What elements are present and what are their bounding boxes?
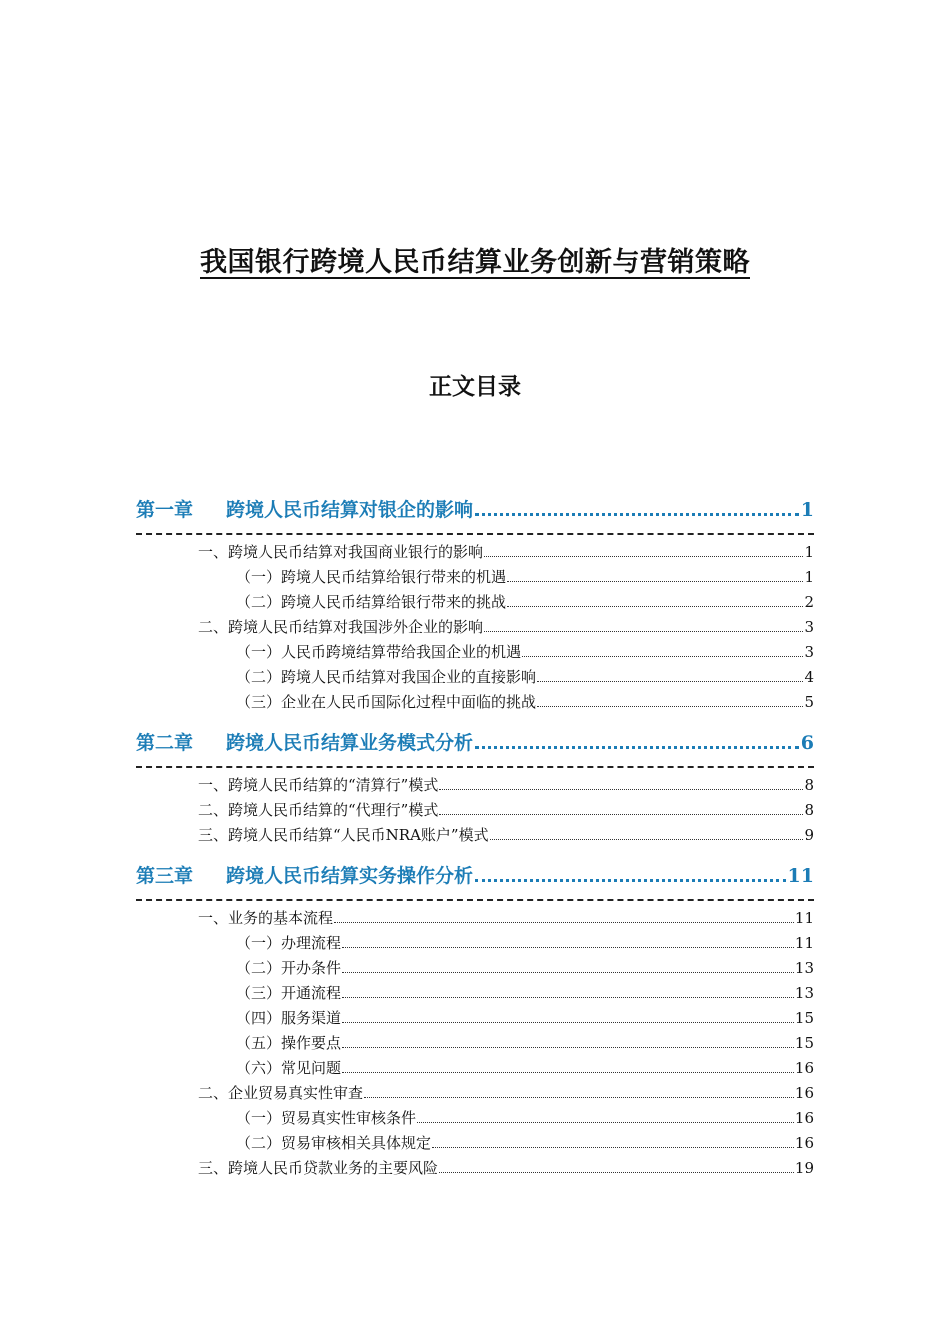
dot-leader (432, 1147, 794, 1148)
chapter-number: 第二章 (136, 732, 194, 754)
toc-entry[interactable] (136, 774, 814, 799)
entry-page: 5 (804, 693, 814, 711)
toc-entry[interactable] (136, 799, 814, 824)
entry-page: 19 (794, 1159, 814, 1177)
dot-leader (522, 656, 803, 657)
entry-page: 13 (794, 959, 814, 977)
entry-page: 15 (794, 1009, 814, 1027)
toc-entry[interactable] (136, 824, 814, 849)
entry-label: （四）服务渠道 (236, 1009, 342, 1027)
dot-leader (342, 1022, 794, 1023)
dot-leader (364, 1097, 794, 1098)
toc-entry[interactable] (136, 1107, 814, 1132)
entry-label: （三）开通流程 (236, 984, 342, 1002)
toc-chapter-3[interactable] (136, 861, 814, 895)
chapter-title: 跨境人民币结算业务模式分析 (226, 732, 474, 754)
chapter-page: 1 (800, 499, 814, 521)
entry-label: （二）跨境人民币结算对我国企业的直接影响 (236, 668, 537, 686)
chapter-separator (136, 766, 814, 768)
dot-leader (475, 879, 786, 882)
entry-page: 13 (794, 984, 814, 1002)
dot-leader (439, 789, 803, 790)
dot-leader (490, 839, 804, 840)
entry-label: 一、跨境人民币结算的“清算行”模式 (198, 776, 439, 794)
toc-entry[interactable] (136, 591, 814, 616)
toc-heading: 正文目录 (429, 373, 521, 400)
entry-label: （三）企业在人民币国际化过程中面临的挑战 (236, 693, 537, 711)
entry-page: 11 (794, 934, 814, 952)
document-title: 我国银行跨境人民币结算业务创新与营销策略 (200, 247, 750, 278)
toc-entry[interactable] (136, 907, 814, 932)
dot-leader (417, 1122, 794, 1123)
entry-page: 8 (804, 801, 814, 819)
entry-label: 一、跨境人民币结算对我国商业银行的影响 (198, 543, 484, 561)
dot-leader (334, 922, 794, 923)
entry-page: 2 (804, 593, 814, 611)
toc-entry[interactable] (136, 1032, 814, 1057)
dot-leader (507, 606, 803, 607)
dot-leader (342, 972, 794, 973)
entry-label: （六）常见问题 (236, 1059, 342, 1077)
chapter-number: 第一章 (136, 499, 194, 521)
chapter-page: 11 (787, 865, 814, 887)
dot-leader (439, 1172, 794, 1173)
chapter-separator (136, 533, 814, 535)
toc-entry[interactable] (136, 666, 814, 691)
dot-leader (507, 581, 803, 582)
chapter-title: 跨境人民币结算对银企的影响 (226, 499, 474, 521)
toc-entry[interactable] (136, 1082, 814, 1107)
dot-leader (537, 681, 803, 682)
entry-label: （一）人民币跨境结算带给我国企业的机遇 (236, 643, 522, 661)
toc-entry[interactable] (136, 1132, 814, 1157)
table-of-contents (136, 495, 814, 1182)
toc-entry[interactable] (136, 957, 814, 982)
dot-leader (342, 1047, 794, 1048)
toc-entry[interactable] (136, 1057, 814, 1082)
dot-leader (484, 556, 803, 557)
dot-leader (537, 706, 803, 707)
entry-page: 3 (804, 618, 814, 636)
dot-leader (484, 631, 803, 632)
entry-label: 二、企业贸易真实性审查 (198, 1084, 364, 1102)
toc-entry[interactable] (136, 541, 814, 566)
entry-page: 1 (804, 543, 814, 561)
entry-page: 16 (794, 1084, 814, 1102)
toc-chapter-2[interactable] (136, 728, 814, 762)
entry-label: （二）开办条件 (236, 959, 342, 977)
entry-page: 16 (794, 1059, 814, 1077)
entry-page: 3 (804, 643, 814, 661)
toc-entry[interactable] (136, 932, 814, 957)
entry-page: 16 (794, 1134, 814, 1152)
toc-entry[interactable] (136, 616, 814, 641)
entry-label: （一）办理流程 (236, 934, 342, 952)
entry-page: 1 (804, 568, 814, 586)
entry-label: 二、跨境人民币结算的“代理行”模式 (198, 801, 439, 819)
entry-label: （一）跨境人民币结算给银行带来的机遇 (236, 568, 507, 586)
dot-leader (475, 513, 799, 516)
chapter-title: 跨境人民币结算实务操作分析 (226, 865, 474, 887)
entry-label: 一、业务的基本流程 (198, 909, 334, 927)
toc-entry[interactable] (136, 641, 814, 666)
entry-label: （二）跨境人民币结算给银行带来的挑战 (236, 593, 507, 611)
entry-page: 15 (794, 1034, 814, 1052)
dot-leader (439, 814, 803, 815)
chapter-separator (136, 899, 814, 901)
entry-page: 4 (804, 668, 814, 686)
chapter-page: 6 (800, 732, 814, 754)
entry-label: （二）贸易审核相关具体规定 (236, 1134, 432, 1152)
dot-leader (342, 1072, 794, 1073)
entry-page: 11 (794, 909, 814, 927)
entry-label: （五）操作要点 (236, 1034, 342, 1052)
dot-leader (475, 746, 799, 749)
entry-page: 16 (794, 1109, 814, 1127)
dot-leader (342, 947, 794, 948)
entry-label: 二、跨境人民币结算对我国涉外企业的影响 (198, 618, 484, 636)
entry-page: 9 (804, 826, 814, 844)
entry-label: （一）贸易真实性审核条件 (236, 1109, 417, 1127)
chapter-number: 第三章 (136, 865, 194, 887)
entry-page: 8 (804, 776, 814, 794)
toc-entry[interactable] (136, 1007, 814, 1032)
dot-leader (342, 997, 794, 998)
toc-entry[interactable] (136, 982, 814, 1007)
entry-label: 三、跨境人民币贷款业务的主要风险 (198, 1159, 439, 1177)
toc-entry[interactable] (136, 1157, 814, 1182)
toc-chapter-1[interactable] (136, 495, 814, 529)
toc-entry[interactable] (136, 566, 814, 591)
toc-entry[interactable] (136, 691, 814, 716)
entry-label: 三、跨境人民币结算“人民币NRA账户”模式 (198, 826, 489, 844)
